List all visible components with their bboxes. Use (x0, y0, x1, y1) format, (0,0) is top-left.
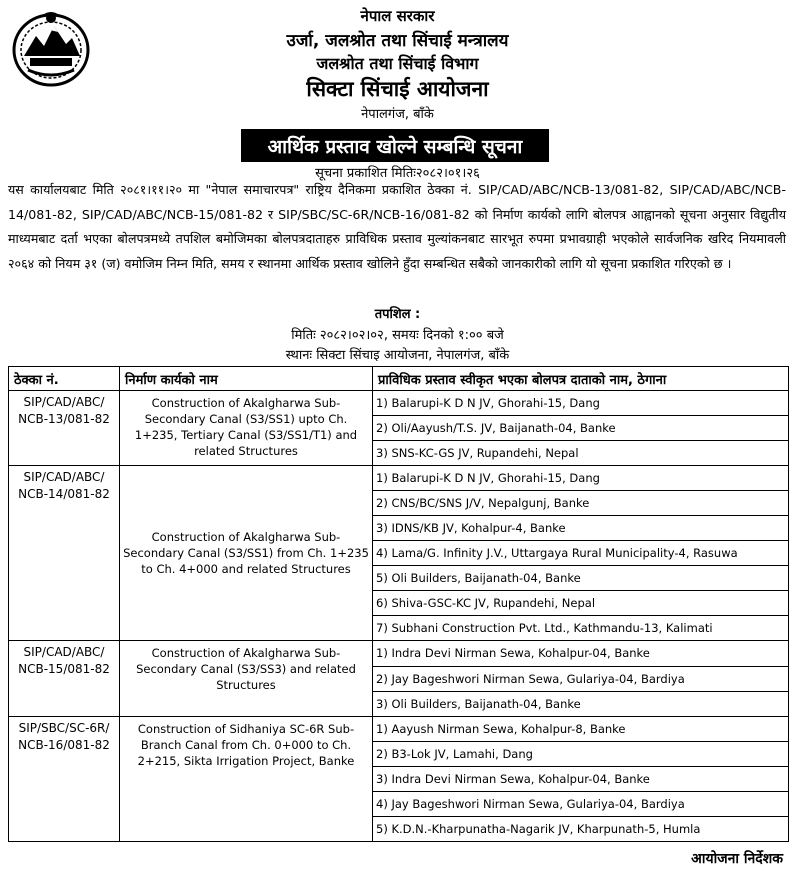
bidder-cell: 5) Oli Builders, Baijanath-04, Banke (373, 566, 789, 591)
contract-number-line: SIP/CAD/ABC/ (23, 470, 105, 485)
bidders-table (8, 366, 789, 842)
header-location: नेपालगंज, बाँके (361, 107, 434, 122)
contract-number-line: NCB-13/081-82 (18, 412, 110, 426)
contract-number-line: SIP/CAD/ABC/ (23, 395, 105, 409)
contract-number-line: SIP/SBC/SC-6R/ (18, 720, 110, 735)
schedule-venue: स्थानः सिक्टा सिंचाइ आयोजना, नेपालगंज, बाँके (285, 348, 510, 363)
schedule-date-time: मितिः २०८२।०२।०२, समयः दिनको १:०० बजे (291, 328, 504, 343)
contract-number-cell (9, 466, 120, 641)
table-header-row (9, 367, 789, 391)
bidder-cell: 2) B3-Lok JV, Lamahi, Dang (373, 741, 789, 766)
notice-title-banner: आर्थिक प्रस्ताव खोल्ने सम्बन्धि सूचना (241, 129, 549, 162)
bidder-cell: 3) IDNS/KB JV, Kohalpur-4, Banke (373, 516, 789, 541)
header-project: सिक्टा सिंचाई आयोजना (306, 77, 489, 101)
header-work-name: निर्माण कार्यको नाम (120, 367, 373, 391)
bidder-cell: 3) Indra Devi Nirman Sewa, Kohalpur-04, Banke (373, 766, 789, 791)
bidder-cell: 2) Jay Bageshwori Nirman Sewa, Gulariya-04, Bardiya (373, 666, 789, 691)
work-name-cell: Construction of Akalgharwa Sub-Secondary Canal (S3/SS1) from Ch. 1+235 to Ch. 4+000 and related Structures (120, 466, 373, 641)
header-department: जलश्रोत तथा सिंचाई विभाग (316, 54, 479, 73)
publish-date: सूचना प्रकाशित मितिः२०८२।०१।२६ (315, 166, 480, 181)
table-row (9, 716, 789, 741)
table-row (9, 466, 789, 491)
bidder-cell: 3) SNS-KC-GS JV, Rupandehi, Nepal (373, 441, 789, 466)
contract-number-cell (9, 391, 120, 466)
contract-number-line: SIP/CAD/ABC/ (23, 645, 105, 660)
notice-body-text: यस कार्यालयबाट मिति २०८१।११।२० मा "नेपाल समाचारपत्र" राष्ट्रिय दैनिकमा प्रकाशित ठेक्का नं. SIP/CAD/ABC/NCB-13/081-82, SIP/CAD/ABC/NCB-14/081-82, SIP/CAD/ABC/NCB-15/081-82 र SIP/SBC/SC-6R/NCB-16/081-82 को निर्माण कार्यको लागि बोलपत्र आह्वानको सूचना अनुसार विद्युतीय माध्यमबाट दर्ता भएका बोलपत्रमध्ये तपशिल बमोजिमका बोलपत्रदाताहरु प्राविधिक प्रस्ताव मुल्यांकनबाट सारभूत रुपमा प्रभावग्राही भएकोले सार्वजनिक खरिद नियमावली २०६४ को नियम ३१ (ज) वमोजिम निम्न मिति, समय र स्थानमा आर्थिक प्रस्ताव खोलिने हुँदा सम्बन्धित सबैको जानकारीको लागि यो सूचना प्रकाशित गरिएको छ । (8, 182, 786, 271)
work-name-cell: Construction of Akalgharwa Sub-Secondary Canal (S3/SS1) upto Ch. 1+235, Tertiary Canal (S3/SS1/T1) and related Structures (120, 391, 373, 466)
work-name-cell: Construction of Akalgharwa Sub-Secondary Canal (S3/SS3) and related Structures (120, 641, 373, 716)
bidder-cell: 2) Oli/Aayush/T.S. JV, Baijanath-04, Banke (373, 416, 789, 441)
contract-number-line: NCB-16/081-82 (18, 737, 110, 752)
contract-number-line: NCB-15/081-82 (18, 662, 110, 677)
bidder-cell: 6) Shiva-GSC-KC JV, Rupandehi, Nepal (373, 591, 789, 616)
bidder-cell: 7) Subhani Construction Pvt. Ltd., Kathmandu-13, Kalimati (373, 616, 789, 641)
signatory-title: आयोजना निर्देशक (691, 851, 783, 867)
bidder-cell: 3) Oli Builders, Baijanath-04, Banke (373, 691, 789, 716)
contract-number-line: NCB-14/081-82 (18, 487, 110, 502)
bidder-cell: 1) Indra Devi Nirman Sewa, Kohalpur-04, Banke (373, 641, 789, 666)
table-row (9, 641, 789, 666)
contract-number-cell (9, 641, 120, 716)
bidder-cell: 4) Lama/G. Infinity J.V., Uttargaya Rural Municipality-4, Rasuwa (373, 541, 789, 566)
schedule-title: तपशिल : (374, 307, 421, 322)
bidder-cell: 1) Balarupi-K D N JV, Ghorahi-15, Dang (373, 391, 789, 416)
header-bidders: प्राविधिक प्रस्ताव स्वीकृत भएका बोलपत्र दाताको नाम, ठेगाना (373, 367, 789, 391)
bidder-cell: 5) K.D.N.-Kharpunatha-Nagarik JV, Kharpunath-5, Humla (373, 816, 789, 841)
bidder-cell: 2) CNS/BC/SNS J/V, Nepalgunj, Banke (373, 491, 789, 516)
table-row (9, 391, 789, 416)
bidder-cell: 4) Jay Bageshwori Nirman Sewa, Gulariya-04, Bardiya (373, 791, 789, 816)
header-contract-no: ठेक्का नं. (9, 367, 120, 391)
bidder-cell: 1) Balarupi-K D N JV, Ghorahi-15, Dang (373, 466, 789, 491)
header-government: नेपाल सरकार (360, 7, 435, 25)
bidder-cell: 1) Aayush Nirman Sewa, Kohalpur-8, Banke (373, 716, 789, 741)
contract-number-cell (9, 716, 120, 841)
work-name-cell: Construction of Sidhaniya SC-6R Sub-Branch Canal from Ch. 0+000 to Ch. 2+215, Sikta Irrigation Project, Banke (120, 716, 373, 841)
header-ministry: उर्जा, जलश्रोत तथा सिंचाई मन्त्रालय (286, 31, 509, 51)
